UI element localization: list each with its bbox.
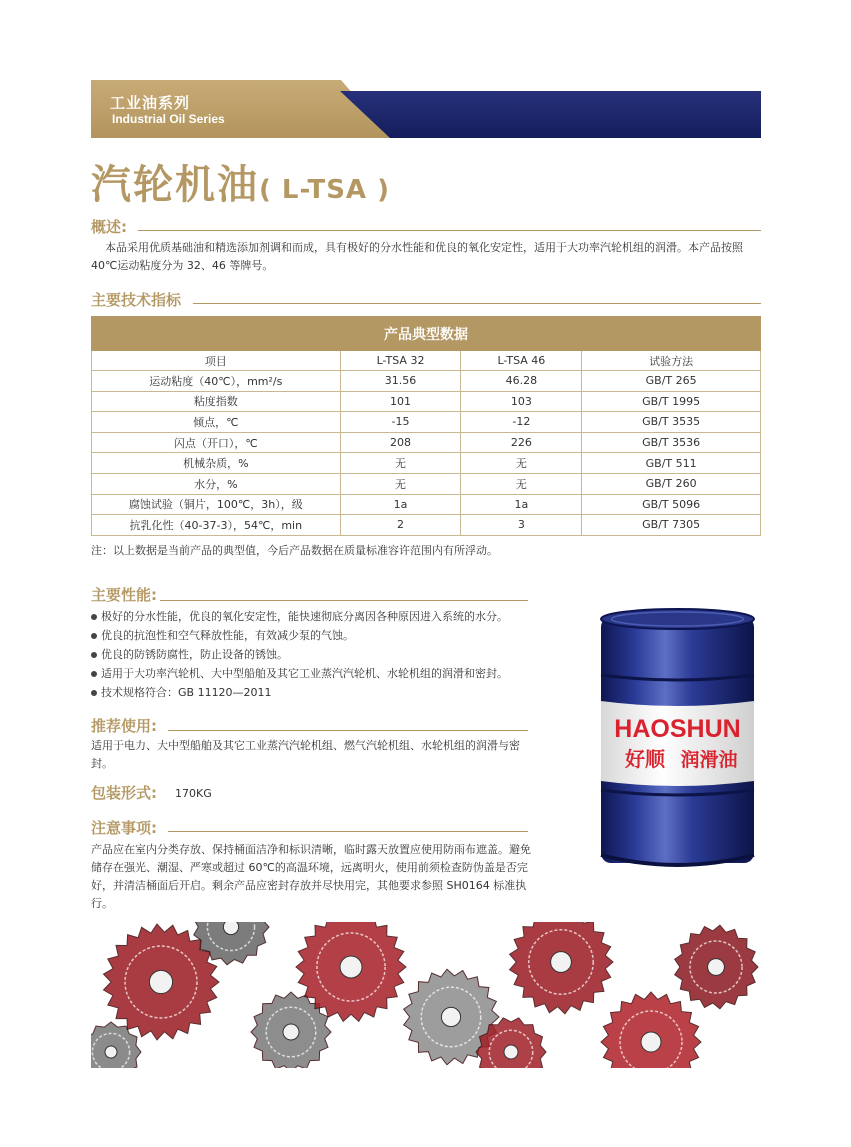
product-title [91,153,390,210]
product-name: 汽轮机油 [91,162,259,208]
usage-divider [168,730,528,731]
table-cell: -12 [461,412,582,433]
usage-heading: 推荐使用: [91,717,157,735]
packaging-heading: 包装形式: [91,784,157,802]
feature-text: 极好的分水性能，优良的氧化安定性，能快速彻底分离因各种原因进入系统的水分。 [101,610,508,623]
table-cell: 31.56 [340,371,461,392]
table-cell: 无 [340,473,461,494]
drum-label [601,701,754,786]
features-heading: 主要性能: [91,586,157,604]
bullet-icon [91,614,97,620]
product-code: ( L-TSA ) [259,175,390,205]
gear-icon [91,1022,141,1068]
gear-icon [601,992,701,1068]
bullet-icon [91,633,97,639]
table-cell: 无 [461,453,582,474]
table-cell: GB/T 5096 [582,494,761,515]
usage-text: 适用于电力、大中型船舶及其它工业蒸汽汽轮机组、燃气汽轮机组、水轮机组的润滑与密封。 [91,739,520,770]
table-cell: GB/T 3535 [582,412,761,433]
drum-brand-cn: 好顺 [625,747,665,771]
table-cell: 208 [340,432,461,453]
cautions-heading: 注意事项: [91,819,157,837]
gear-icon [675,925,758,1009]
table-cell: GB/T 511 [582,453,761,474]
table-row [92,391,761,412]
column-header: 试验方法 [582,351,761,371]
table-cell: 粘度指数 [92,391,341,412]
column-header: L-TSA 32 [340,351,461,371]
drum-brand-lubricant: 润滑油 [680,749,738,771]
column-header: 项目 [92,351,341,371]
table-cell: 无 [461,473,582,494]
header-banner-navy [340,91,761,138]
table-cell: 2 [340,515,461,536]
table-cell: GB/T 260 [582,473,761,494]
table-cell: GB/T 265 [582,371,761,392]
bullet-icon [91,671,97,677]
table-cell: 倾点，℃ [92,412,341,433]
list-item [91,645,541,664]
table-cell: GB/T 3536 [582,432,761,453]
cautions-divider [168,831,528,832]
overview-heading: 概述: [91,218,127,236]
table-cell: 101 [340,391,461,412]
table-cell: 闪点（开口），℃ [92,432,341,453]
packaging-value: 170KG [175,787,212,800]
table-cell: 机械杂质，% [92,453,341,474]
table-cell: 46.28 [461,371,582,392]
decorative-gears-image [91,922,761,1068]
features-list [91,607,541,702]
table-cell: 226 [461,432,582,453]
table-row [92,494,761,515]
table-row [92,371,761,392]
table-cell: 腐蚀试验（铜片，100℃，3h），级 [92,494,341,515]
table-cell: 运动粘度（40℃），mm²/s [92,371,341,392]
table-row [92,453,761,474]
table-cell: 3 [461,515,582,536]
table-caption: 产品典型数据 [92,317,761,351]
table-cell: 1a [461,494,582,515]
gears-illustration [91,922,761,1068]
bullet-icon [91,652,97,658]
series-title-cn: 工业油系列 [110,94,191,112]
table-cell: -15 [340,412,461,433]
column-header: L-TSA 46 [461,351,582,371]
list-item [91,664,541,683]
specs-heading: 主要技术指标 [91,291,182,309]
list-item [91,607,541,626]
table-row [92,515,761,536]
table-cell: GB/T 1995 [582,391,761,412]
cautions-text: 产品应在室内分类存放、保持桶面洁净和标识清晰，临时露天放置应使用防雨布遮盖。避免储存在强光、潮湿、严寒或超过 60℃的高温环境，远离明火，使用前须检查防伪盖是否完好，并清洁桶面后开启。剩余产品应密封存放并尽快用完，其他要求参照 SH0164 标准执行。 [91,843,531,910]
feature-text: 优良的防锈防腐性，防止设备的锈蚀。 [101,648,288,661]
features-divider [160,600,528,601]
table-cell: 103 [461,391,582,412]
table-cell: 抗乳化性（40-37-3），54℃，min [92,515,341,536]
table-cell: 水分，% [92,473,341,494]
feature-text: 优良的抗泡性和空气释放性能，有效减少泵的气蚀。 [101,629,354,642]
list-item [91,626,541,645]
table-cell: 1a [340,494,461,515]
gear-icon [510,922,613,1014]
specs-divider [193,303,761,304]
bullet-icon [91,690,97,696]
series-title-en: Industrial Oil Series [112,112,225,126]
feature-text: 技术规格符合：GB 11120—2011 [101,686,272,699]
table-row [92,412,761,433]
table-row [92,473,761,494]
table-row [92,432,761,453]
spec-table [91,316,761,536]
feature-text: 适用于大功率汽轮机、大中型船舶及其它工业蒸汽汽轮机、水轮机组的润滑和密封。 [101,667,508,680]
table-header-row [92,351,761,371]
oil-drum-image [595,605,760,875]
table-note: 注：以上数据是当前产品的典型值，今后产品数据在质量标准容许范围内有所浮动。 [91,544,498,557]
drum-brand-en: HAOSHUN [614,715,741,743]
overview-divider [138,230,761,231]
table-cell: 无 [340,453,461,474]
list-item [91,683,541,702]
table-cell: GB/T 7305 [582,515,761,536]
overview-text: 本品采用优质基础油和精选添加剂调和而成，具有极好的分水性能和优良的氧化安定性，适用于大功率汽轮机组的润滑。本产品按照40℃运动粘度分为 32、46 等牌号。 [91,241,743,272]
